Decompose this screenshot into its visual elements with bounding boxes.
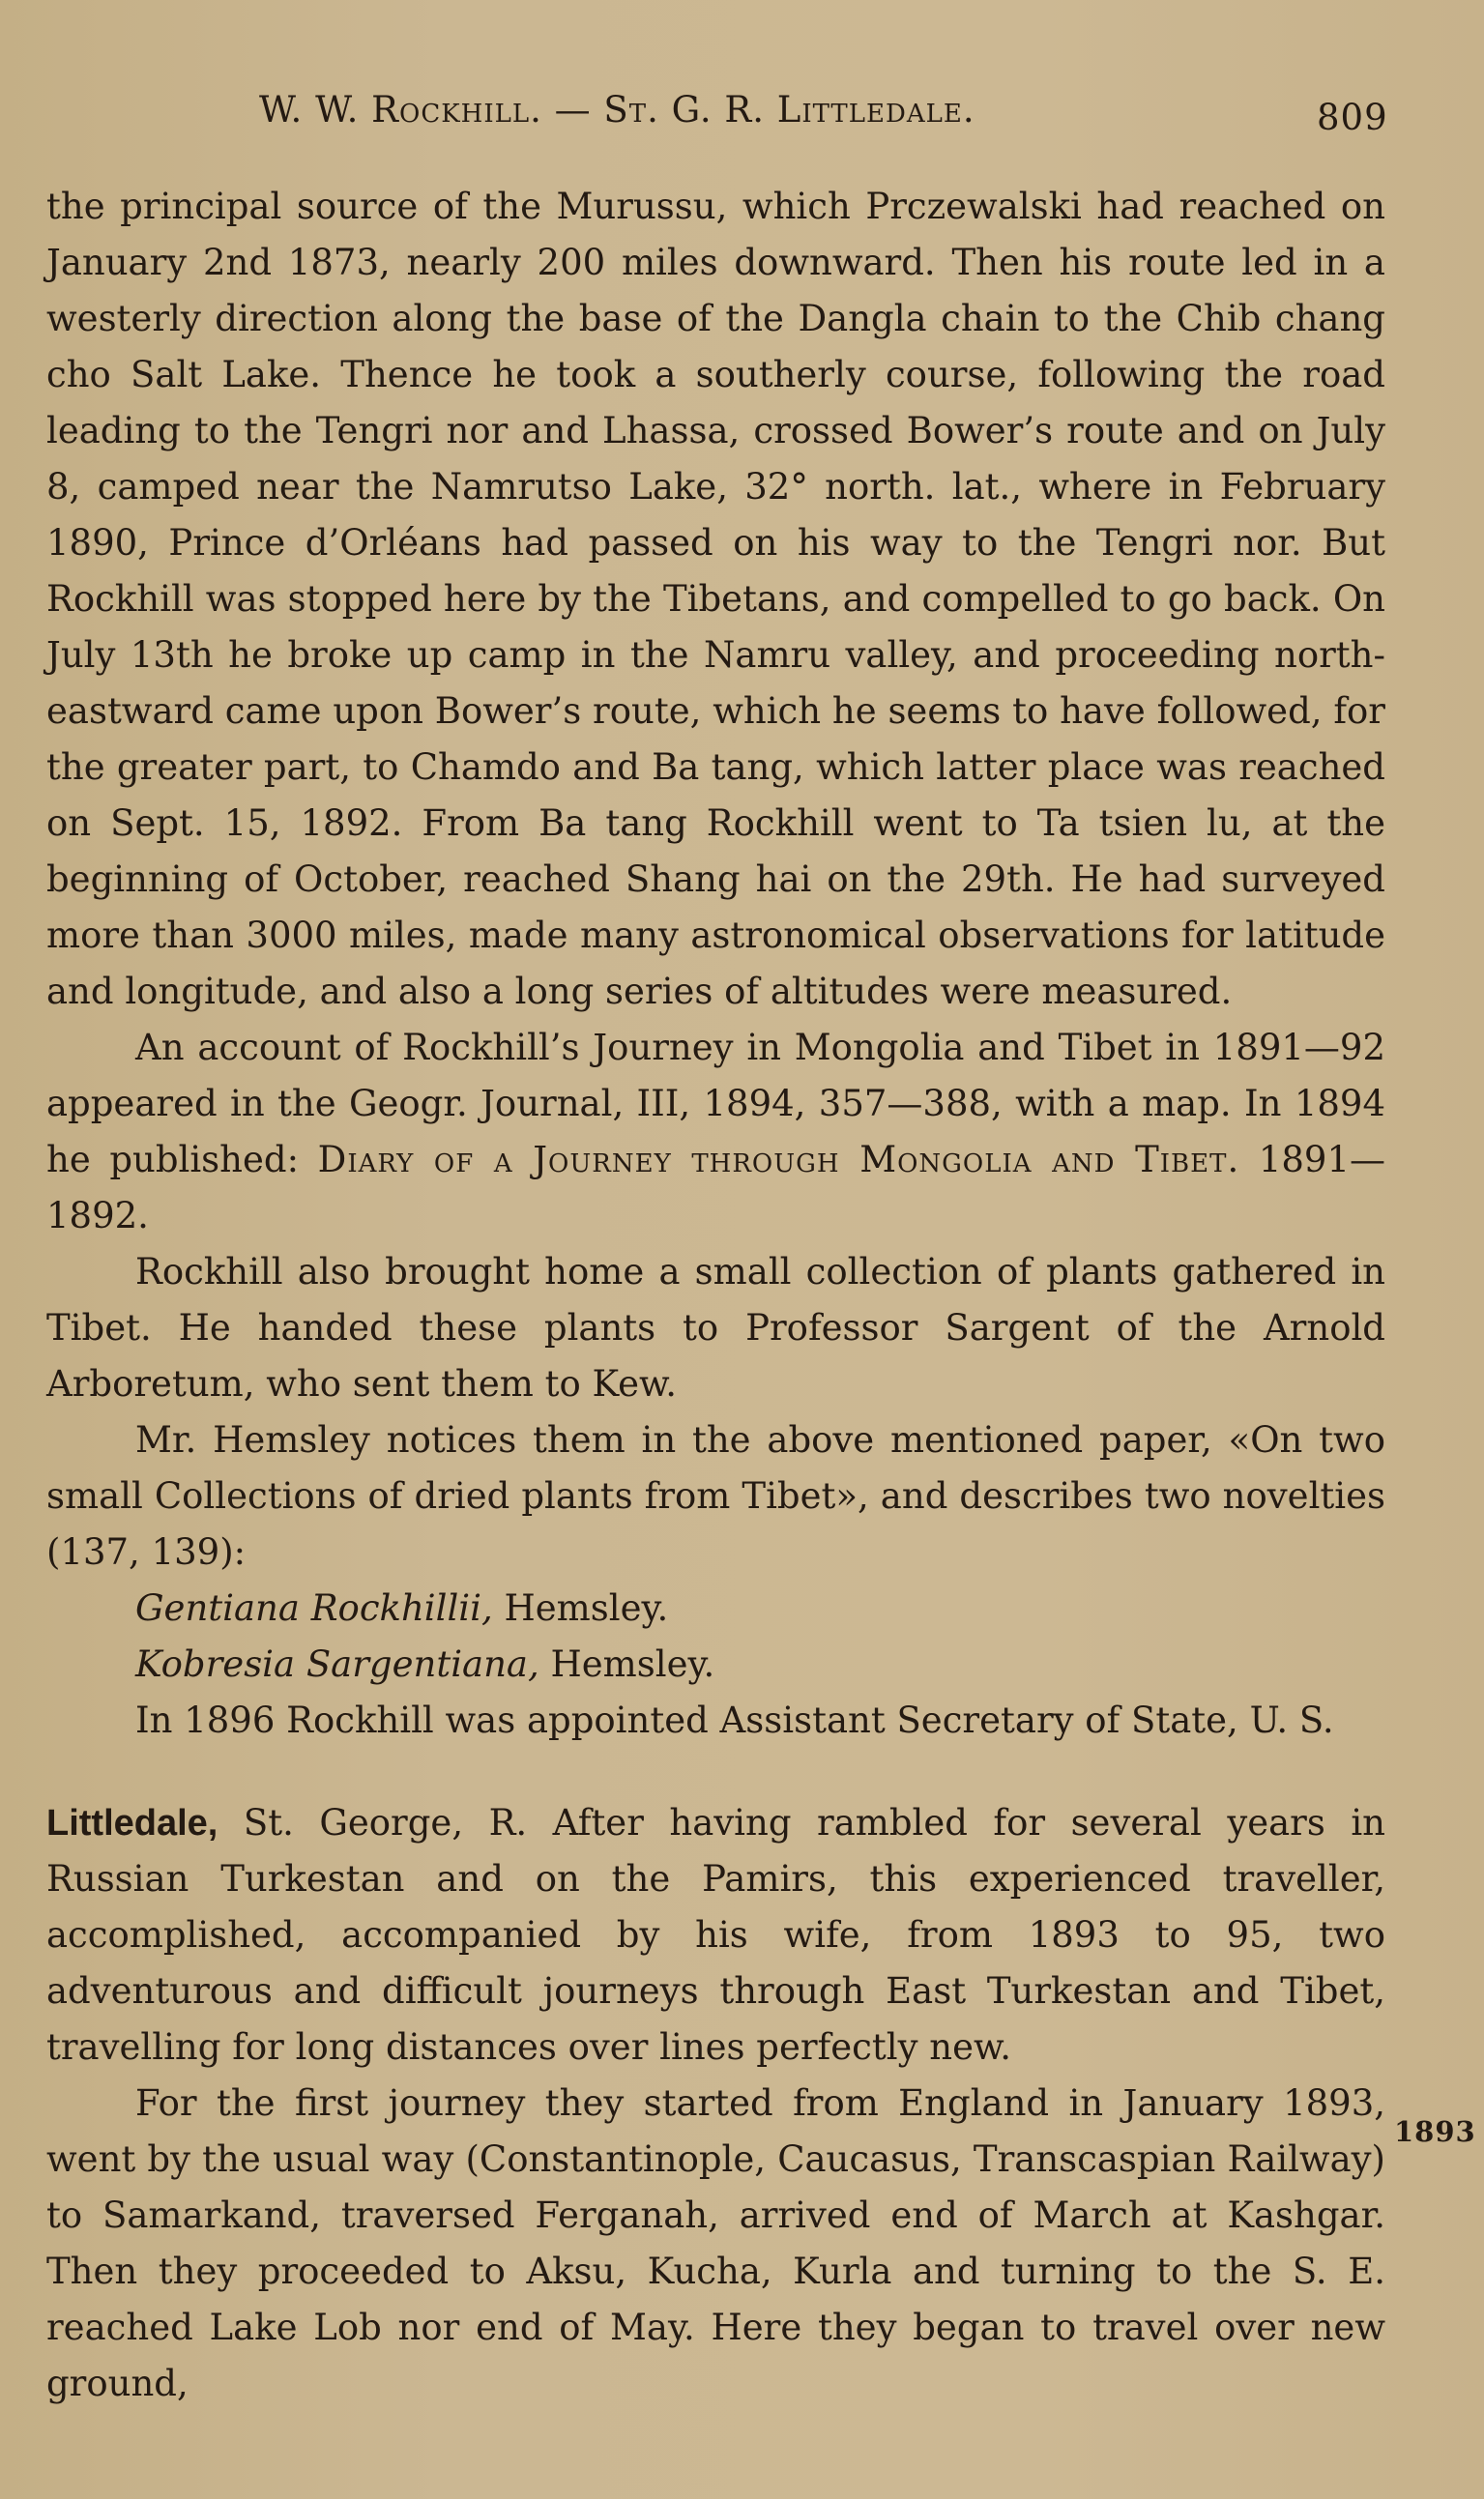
paragraph-account [46,1020,1385,1244]
book-years: 1891—1892. [46,1139,1386,1236]
running-head: W. W. Rockhill. — St. G. R. Littledale. [259,89,975,131]
paragraph-hemsley: Mr. Hemsley notices them in the above mentioned paper, «On two small Collections of dried plants from Tibet», and describes two novelties (137, 139): [46,1419,1385,1573]
plant-author: Hemsley. [492,1587,669,1629]
paragraph-appointment: In 1896 Rockhill was appointed Assistant Secretary of State, U. S. [135,1700,1334,1741]
paragraph-continued: the principal source of the Murussu, which Prczewalski had reached on January 2nd 1873, nearly 200 miles downward. Then his route led in a westerly direction along the base of the Dangla chain to the Chib chang cho Salt Lake. Thence he took a southerly course, following the road leading to the Tengri nor and Lhassa, crossed Bower’s route and on July 8, camped near the Namrutso Lake, 32° north. lat., where in February 1890, Prince d’Orléans had passed on his way to the Tengri nor. But Rockhill was stopped here by the Tibetans, and compelled to go back. On July 13th he broke up camp in the Namru valley, and proceeding north-eastward came upon Bower’s route, which he seems to have followed, for the greater part, to Chamdo and Ba tang, which latter place was reached on Sept. 15, 1892. From Ba tang Rockhill went to Ta tsien lu, at the beginning of October, reached Shang hai on the 29th. He had surveyed more than 3000 miles, made many astronomical observations for latitude and longitude, and also a long series of altitudes were measured. [46,186,1385,1012]
paragraph-account-text: An account of Rockhill’s Journey in Mongolia and Tibet in 1891—92 appeared in the Geogr. Journal, III, 1894, 357—388, with a map. In 1894 he published: [46,1027,1385,1180]
plant-author: Hemsley. [538,1643,715,1685]
page-number: 809 [1317,97,1388,138]
body-text [46,179,1385,2412]
entry-separator [46,1749,1385,1795]
plant-item [46,1637,1385,1693]
plant-name: Gentiana Rockhillii, [135,1587,493,1629]
entry-heading: Littledale, [46,1803,218,1844]
paragraph-littledale-text: St. George, R. After having rambled for several years in Russian Turkestan and on the Pamirs, this experienced traveller, accomplished, accompanied by his wife, from 1893 to 95, two adventurous and difficult journeys through East Turkestan and Tibet, travelling for long distances over lines perfectly new. [46,1802,1385,2068]
plant-name: Kobresia Sargentiana, [135,1643,539,1685]
paragraph-littledale [46,1795,1385,2076]
book-title: Diary of a Journey through Mongolia and Tibet. [317,1139,1240,1180]
margin-year-note: 1893 [1394,2115,1476,2148]
paragraph-plants: Rockhill also brought home a small collection of plants gathered in Tibet. He handed these plants to Professor Sargent of the Arnold Arboretum, who sent them to Kew. [46,1251,1385,1405]
paragraph-first-journey: For the first journey they started from England in January 1893, went by the usual way (Constantinople, Caucasus, Transcaspian Railway) to Samarkand, traversed Ferganah, arrived end of March at Kashgar. Then they proceeded to Aksu, Kucha, Kurla and turning to the S. E. reached Lake Lob nor end of May. Here they began to travel over new ground, [46,2082,1385,2404]
page-header [0,89,1484,157]
plant-item [46,1581,1385,1637]
